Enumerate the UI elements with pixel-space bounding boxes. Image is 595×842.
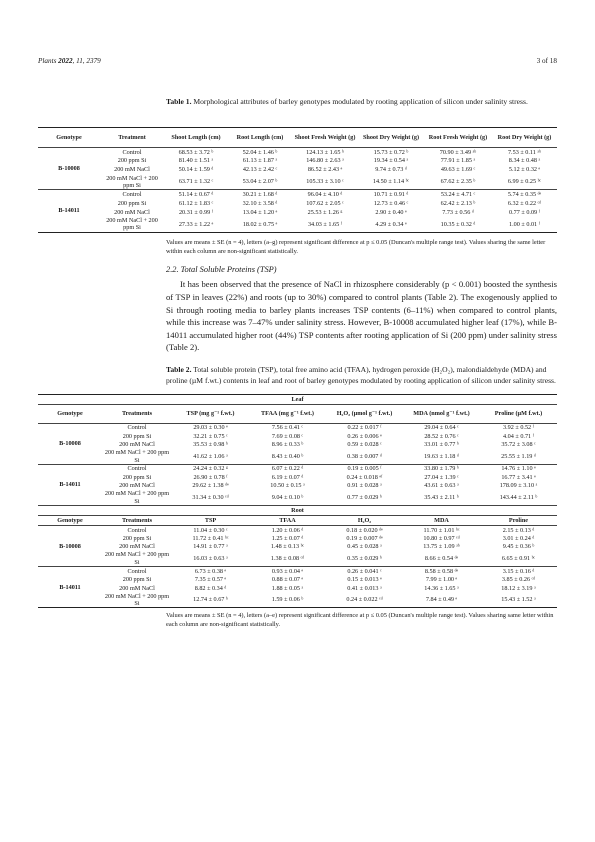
table-row: [38, 175, 557, 190]
value-cell: 6.07 ± 0.22 ᵈ: [271, 465, 304, 473]
column-header: Genotype: [57, 516, 83, 524]
value-cell: 3.85 ± 0.26 ᶜᵈ: [501, 575, 536, 583]
value-cell: 0.18 ± 0.020 ᵈᵉ: [346, 526, 383, 534]
value-cell: 61.12 ± 1.83 ᶜ: [178, 199, 214, 207]
value-cell: 20.31 ± 0.99 ᶠ: [178, 208, 214, 216]
treatment-cell: 200 ppm Si: [122, 432, 152, 440]
value-cell: 8.82 ± 0.34 ᵈ: [194, 584, 227, 592]
root-title: Root: [291, 506, 304, 514]
value-cell: 12.73 ± 0.46 ᶜ: [373, 199, 409, 207]
value-cell: 5.12 ± 0.32 ᵉ: [508, 166, 541, 174]
value-cell: 143.44 ± 2.11 ᵇ: [499, 494, 538, 502]
column-header: Genotype: [56, 133, 82, 141]
value-cell: 96.04 ± 4.10 ᵈ: [307, 190, 343, 198]
value-cell: 7.56 ± 0.41 ᶜ: [271, 424, 304, 432]
value-cell: 11.70 ± 1.01 ᵇᶜ: [423, 526, 460, 534]
column-header: Shoot Length (cm): [171, 133, 221, 141]
value-cell: 8.58 ± 0.58 ᵈᵉ: [424, 567, 459, 575]
table1-caption-text: Morphological attributes of barley genotypes modulated by rooting application of silicon under salinity stress.: [193, 97, 528, 106]
journal-name: Plants: [38, 57, 57, 65]
value-cell: 1.88 ± 0.05 ᵃ: [271, 584, 304, 592]
value-cell: 53.04 ± 2.07 ᵇ: [242, 178, 278, 186]
value-cell: 81.40 ± 1.51 ᵃ: [178, 157, 214, 165]
value-cell: 8.66 ± 0.54 ᵈᵉ: [424, 555, 459, 563]
table1-label: Table 1.: [166, 97, 192, 106]
genotype-cell: B-10008: [59, 440, 81, 448]
value-cell: 7.35 ± 0.57 ᵉ: [194, 575, 227, 583]
value-cell: 16.77 ± 3.41 ᵉ: [501, 473, 536, 481]
value-cell: 26.90 ± 0.78 ᶠ: [193, 473, 228, 481]
table-row: [38, 482, 557, 491]
value-cell: 18.12 ± 3.19 ᵃ: [501, 584, 536, 592]
value-cell: 86.52 ± 2.43 ᵉ: [307, 166, 343, 174]
value-cell: 13.04 ± 1.20 ᵉ: [242, 208, 278, 216]
table-row: [38, 441, 557, 450]
running-header-journal: [38, 57, 101, 65]
table-row: [38, 593, 557, 608]
value-cell: 8.34 ± 0.48 ᵃ: [508, 157, 541, 165]
value-cell: 10.80 ± 0.97 ᶜᵈ: [423, 534, 460, 542]
value-cell: 25.55 ± 1.19 ᵈ: [501, 452, 536, 460]
value-cell: 0.93 ± 0.04 ᵉ: [271, 567, 304, 575]
value-cell: 6.19 ± 0.07 ᵈ: [271, 473, 304, 481]
column-header: TSP: [204, 516, 217, 524]
value-cell: 14.36 ± 1.65 ᵃ: [424, 584, 459, 592]
genotype-cell: B-14011: [59, 481, 81, 489]
value-cell: 27.33 ± 1.22 ᵉ: [178, 220, 214, 228]
treatment-cell: Control: [127, 424, 147, 432]
value-cell: 27.04 ± 1.39 ᶜ: [424, 473, 459, 481]
value-cell: 51.14 ± 0.67 ᵈ: [178, 190, 214, 198]
table2: [38, 394, 557, 608]
value-cell: 105.33 ± 3.10 ᶜ: [306, 178, 344, 186]
table-row: [38, 190, 557, 199]
value-cell: 15.43 ± 1.52 ᵃ: [501, 596, 536, 604]
column-header: H₂O₂: [357, 516, 372, 524]
section-body: It has been observed that the presence of NaCl in rhizosphere considerably (p < 0.001) boosted the synthesis of TSP in leaves (22%) and roots (up to 30%) compared to control plants (Table 2). The exogenously applied to Si through rooting media to barley plants increases TSP contents (6–11%) when compared to control plants, while this increase was 7–47% under salinity stress. However, B-10008 accumulated higher leaf (17%), while B-14011 accumulated higher root (44%) TSP contents after rooting application of Si (200 ppm) under salinity stress (Table 2).: [166, 279, 557, 353]
table2-label: Table 2.: [166, 364, 192, 374]
value-cell: 7.53 ± 0.11 ᵃᵇ: [507, 148, 542, 156]
value-cell: 28.52 ± 0.76 ᶜ: [424, 432, 459, 440]
treatment-cell: 200 mM NaCl: [114, 208, 150, 216]
column-header: Root Length (cm): [236, 133, 284, 141]
column-header: H₂O₂ (µmol g⁻¹ f.wt.): [336, 410, 393, 418]
value-cell: 0.41 ± 0.013 ᵃ: [347, 584, 382, 592]
header-row: [38, 128, 557, 148]
column-header: Treatments: [121, 516, 152, 524]
treatment-cell: 200 ppm Si: [122, 534, 152, 542]
value-cell: 9.45 ± 0.36 ᵇ: [502, 543, 535, 551]
value-cell: 14.50 ± 1.14 ᵇᶜ: [372, 178, 410, 186]
treatment-cell: 200 mM NaCl + 200 ppm Si: [106, 174, 158, 189]
column-header: Root Fresh Weight (g): [428, 133, 488, 141]
table-row: [38, 449, 557, 464]
value-cell: 146.80 ± 2.63 ᵃ: [306, 157, 344, 165]
value-cell: 0.91 ± 0.028 ᵃ: [347, 482, 382, 490]
value-cell: 6.99 ± 0.25 ᵇᶜ: [507, 178, 542, 186]
value-cell: 50.14 ± 1.59 ᵈ: [178, 166, 214, 174]
value-cell: 32.21 ± 0.75 ᶜ: [193, 432, 228, 440]
table-row: [38, 584, 557, 593]
value-cell: 32.10 ± 3.58 ᵈ: [242, 199, 278, 207]
value-cell: 34.03 ± 1.65 ᶠ: [307, 220, 343, 228]
treatment-cell: Control: [122, 148, 142, 156]
value-cell: 0.88 ± 0.07 ᵉ: [271, 575, 304, 583]
section-block: [166, 235, 557, 386]
value-cell: 0.38 ± 0.007 ᵈ: [347, 452, 382, 460]
column-header: TFAA: [279, 516, 296, 524]
value-cell: 8.96 ± 0.33 ᵇ: [271, 441, 304, 449]
value-cell: 15.73 ± 0.72 ᵇ: [373, 148, 409, 156]
treatment-cell: 200 mM NaCl: [114, 166, 150, 174]
value-cell: 1.20 ± 0.06 ᵈ: [271, 526, 304, 534]
value-cell: 8.43 ± 0.40 ᵇ: [271, 452, 304, 460]
value-cell: 9.74 ± 0.73 ᵈ: [375, 166, 407, 174]
value-cell: 18.02 ± 0.75 ᵉ: [242, 220, 278, 228]
value-cell: 0.45 ± 0.028 ᵃ: [347, 543, 382, 551]
table-row: [38, 490, 557, 505]
genotype-cell: B-10008: [59, 542, 81, 550]
value-cell: 24.24 ± 0.32 ᵍ: [193, 465, 228, 473]
table1-note: Values are means ± SE (n = 4), letters (a–g) represent significant difference at p ≤ 0.05 (Duncan's multiple range test). Values sharing the same letter within each column are non-significant statistically.: [166, 239, 546, 256]
value-cell: 0.77 ± 0.029 ᵇ: [347, 494, 382, 502]
value-cell: 6.73 ± 0.38 ᵉ: [194, 567, 227, 575]
value-cell: 67.62 ± 2.35 ᵇ: [440, 178, 476, 186]
table-row: [38, 166, 557, 175]
value-cell: 7.69 ± 0.08 ᶜ: [271, 432, 304, 440]
value-cell: 10.50 ± 0.15 ᵃ: [270, 482, 305, 490]
value-cell: 107.62 ± 2.05 ᶜ: [306, 199, 344, 207]
column-header: Root Dry Weight (g): [497, 133, 552, 141]
treatment-cell: 200 mM NaCl + 200 ppm Si: [106, 216, 158, 232]
journal-year: 2022: [58, 57, 73, 65]
value-cell: 4.04 ± 0.71 ᶠ: [503, 432, 534, 440]
treatment-cell: 200 mM NaCl: [119, 543, 155, 551]
column-header: TSP (mg g⁻¹ f.wt.): [186, 410, 235, 418]
value-cell: 53.24 ± 4.71 ᶜ: [440, 190, 476, 198]
value-cell: 12.74 ± 0.67 ᵇ: [193, 596, 228, 604]
value-cell: 33.01 ± 0.77 ᵇ: [424, 441, 459, 449]
value-cell: 70.90 ± 3.49 ᵃᵇ: [439, 148, 477, 156]
value-cell: 0.15 ± 0.013 ᵉ: [347, 575, 382, 583]
value-cell: 19.34 ± 0.54 ᵃ: [373, 157, 409, 165]
value-cell: 0.24 ± 0.018 ᵉᶠ: [346, 473, 383, 481]
treatment-cell: 200 mM NaCl: [119, 584, 155, 592]
table-row: [38, 575, 557, 584]
value-cell: 29.03 ± 0.30 ᵉ: [193, 424, 228, 432]
section-title: 2.2. Total Soluble Proteins (TSP): [166, 265, 277, 275]
table-row: [38, 217, 557, 232]
value-cell: 14.76 ± 1.10 ᵉ: [501, 465, 536, 473]
treatment-cell: 200 ppm Si: [117, 199, 147, 207]
value-cell: 0.59 ± 0.028 ᶜ: [347, 441, 382, 449]
value-cell: 9.04 ± 0.10 ᵇ: [271, 494, 304, 502]
value-cell: 63.71 ± 1.32 ᶜ: [178, 178, 214, 186]
treatment-cell: 200 ppm Si: [122, 575, 152, 583]
table-row: [38, 473, 557, 482]
value-cell: 7.84 ± 0.49 ᵉ: [425, 596, 458, 604]
value-cell: 2.90 ± 0.40 ᵉ: [375, 208, 407, 216]
value-cell: 11.04 ± 0.30 ᶜ: [193, 526, 228, 534]
value-cell: 7.99 ± 1.00 ᵉ: [425, 575, 458, 583]
value-cell: 10.71 ± 0.91 ᵈ: [373, 190, 409, 198]
value-cell: 52.04 ± 1.46 ᵇ: [242, 148, 278, 156]
value-cell: 11.72 ± 0.41 ᵇᶜ: [192, 534, 229, 542]
value-cell: 41.62 ± 1.06 ᵃ: [193, 452, 228, 460]
treatment-cell: Control: [127, 567, 147, 575]
leaf-title-row: [38, 395, 557, 405]
table-row: [38, 432, 557, 441]
value-cell: 178.09 ± 3.10 ᵃ: [499, 482, 538, 490]
column-header: Proline: [508, 516, 529, 524]
treatment-cell: 200 mM NaCl + 200 ppm Si: [104, 592, 170, 607]
value-cell: 14.91 ± 0.77 ᵃ: [193, 543, 228, 551]
column-header: MDA (nmol g⁻¹ f.wt.): [413, 410, 470, 418]
value-cell: 4.29 ± 0.34 ᵉ: [375, 220, 407, 228]
value-cell: 1.48 ± 0.13 ᵇᶜ: [270, 543, 305, 551]
value-cell: 16.03 ± 0.63 ᵃ: [193, 555, 228, 563]
value-cell: 30.21 ± 1.68 ᵈ: [242, 190, 278, 198]
column-header: TFAA (mg g⁻¹ f.wt.): [261, 410, 314, 418]
genotype-cell: B-10008: [58, 164, 80, 172]
value-cell: 68.53 ± 3.72 ᵇ: [178, 148, 214, 156]
treatment-cell: 200 mM NaCl + 200 ppm Si: [104, 551, 170, 566]
value-cell: 62.42 ± 2.13 ᵇ: [440, 199, 476, 207]
value-cell: 35.43 ± 2.11 ᵇ: [424, 494, 459, 502]
column-header: Genotype: [57, 410, 83, 418]
genotype-cell: B-14011: [58, 207, 80, 215]
value-cell: 3.92 ± 0.52 ᶠ: [503, 424, 534, 432]
treatment-cell: Control: [127, 465, 147, 473]
column-header: Shoot Dry Weight (g): [362, 133, 420, 141]
table-row: [38, 424, 557, 433]
value-cell: 0.26 ± 0.041 ᶜ: [347, 567, 382, 575]
header-row: [38, 405, 557, 424]
page-number: 3 of 18: [536, 57, 557, 65]
value-cell: 0.77 ± 0.09 ᶠ: [509, 208, 540, 216]
table-row: [38, 465, 557, 474]
value-cell: 19.63 ± 1.18 ᵈ: [424, 452, 459, 460]
value-cell: 77.91 ± 1.85 ᵃ: [440, 157, 476, 165]
value-cell: 2.15 ± 0.13 ᵈ: [502, 526, 535, 534]
root-title-row: [38, 506, 557, 516]
table2-caption: [166, 364, 557, 386]
value-cell: 0.24 ± 0.022 ᶜᵈ: [346, 596, 383, 604]
table-row: [38, 199, 557, 208]
value-cell: 3.01 ± 0.24 ᵈ: [502, 534, 535, 542]
value-cell: 29.04 ± 0.64 ᶜ: [424, 424, 459, 432]
value-cell: 7.73 ± 0.56 ᵈ: [442, 208, 474, 216]
treatment-cell: Control: [127, 526, 147, 534]
value-cell: 124.13 ± 1.65 ᵇ: [306, 148, 344, 156]
value-cell: 35.53 ± 0.98 ᵇ: [193, 441, 228, 449]
genotype-cell: B-14011: [59, 583, 81, 591]
value-cell: 31.34 ± 0.30 ᶜᵈ: [192, 494, 229, 502]
value-cell: 49.63 ± 1.69 ᶜ: [440, 166, 476, 174]
table2-note: Values are means ± SE (n = 4), letters (a–e) represent significant difference at p ≤ 0.05 (Duncan's multiple range test). Values sharing same letter within each column are non-significant statistically.: [166, 612, 554, 629]
value-cell: 1.25 ± 0.07 ᵈ: [271, 534, 304, 542]
treatment-cell: 200 ppm Si: [122, 473, 152, 481]
value-cell: 13.75 ± 1.09 ᵃᵇ: [423, 543, 460, 551]
table-row: [38, 534, 557, 543]
value-cell: 0.22 ± 0.017 ᶠ: [347, 424, 382, 432]
table2-caption-text: Total soluble protein (TSP), total free amino acid (TFAA), hydrogen peroxide (H₂O₂), malondialdehyde (MDA) and proline (µM f.wt.) contents in leaf and root of barley genotypes modulated by rooting application of silicon under salinity stress.: [166, 364, 556, 385]
column-header: Treatments: [121, 410, 152, 418]
column-header: Proline (µM f.wt.): [494, 410, 543, 418]
column-header: Treatment: [118, 133, 146, 141]
value-cell: 33.80 ± 1.79 ᵇ: [424, 465, 459, 473]
value-cell: 0.19 ± 0.007 ᵈᵉ: [346, 534, 383, 542]
value-cell: 3.15 ± 0.16 ᵈ: [502, 567, 535, 575]
column-header: MDA: [434, 516, 449, 524]
value-cell: 29.62 ± 1.38 ᵈᵉ: [192, 482, 229, 490]
value-cell: 1.00 ± 0.01 ᶠ: [509, 220, 540, 228]
table1-caption-block: [166, 96, 557, 107]
table-row: [38, 148, 557, 157]
value-cell: 1.38 ± 0.08 ᶜᵈ: [270, 555, 305, 563]
treatment-cell: 200 mM NaCl: [119, 441, 155, 449]
treatment-cell: Control: [122, 190, 142, 198]
value-cell: 0.35 ± 0.029 ᵇ: [347, 555, 382, 563]
journal-volume: , 11, 2379: [72, 57, 101, 65]
value-cell: 25.53 ± 1.26 ᵍ: [307, 208, 343, 216]
value-cell: 61.13 ± 1.87 ᵃ: [242, 157, 278, 165]
value-cell: 0.26 ± 0.006 ᵉ: [347, 432, 382, 440]
leaf-title: Leaf: [291, 395, 304, 403]
treatment-cell: 200 mM NaCl + 200 ppm Si: [104, 449, 170, 464]
value-cell: 0.19 ± 0.005 ᶠ: [347, 465, 382, 473]
value-cell: 10.35 ± 0.32 ᵈ: [440, 220, 476, 228]
table-row: [38, 157, 557, 166]
table-row: [38, 567, 557, 576]
value-cell: 42.13 ± 2.42 ᶜ: [242, 166, 278, 174]
treatment-cell: 200 mM NaCl + 200 ppm Si: [104, 490, 170, 505]
table1-caption: [166, 96, 557, 107]
table-row: [38, 551, 557, 566]
column-header: Shoot Fresh Weight (g): [294, 133, 356, 141]
value-cell: 35.72 ± 3.08 ᶜ: [501, 441, 536, 449]
header-row: [38, 516, 557, 526]
table-row: [38, 526, 557, 535]
table-row: [38, 208, 557, 217]
table1: [38, 127, 557, 233]
table-row: [38, 543, 557, 552]
treatment-cell: 200 ppm Si: [117, 157, 147, 165]
treatment-cell: 200 mM NaCl: [119, 482, 155, 490]
value-cell: 5.74 ± 0.35 ᵈᵉ: [507, 190, 542, 198]
value-cell: 6.32 ± 0.22 ᶜᵈ: [507, 199, 542, 207]
value-cell: 6.65 ± 0.91 ᵇᶜ: [501, 555, 536, 563]
value-cell: 43.61 ± 0.63 ᵃ: [424, 482, 459, 490]
value-cell: 1.59 ± 0.06 ᵇ: [271, 596, 304, 604]
